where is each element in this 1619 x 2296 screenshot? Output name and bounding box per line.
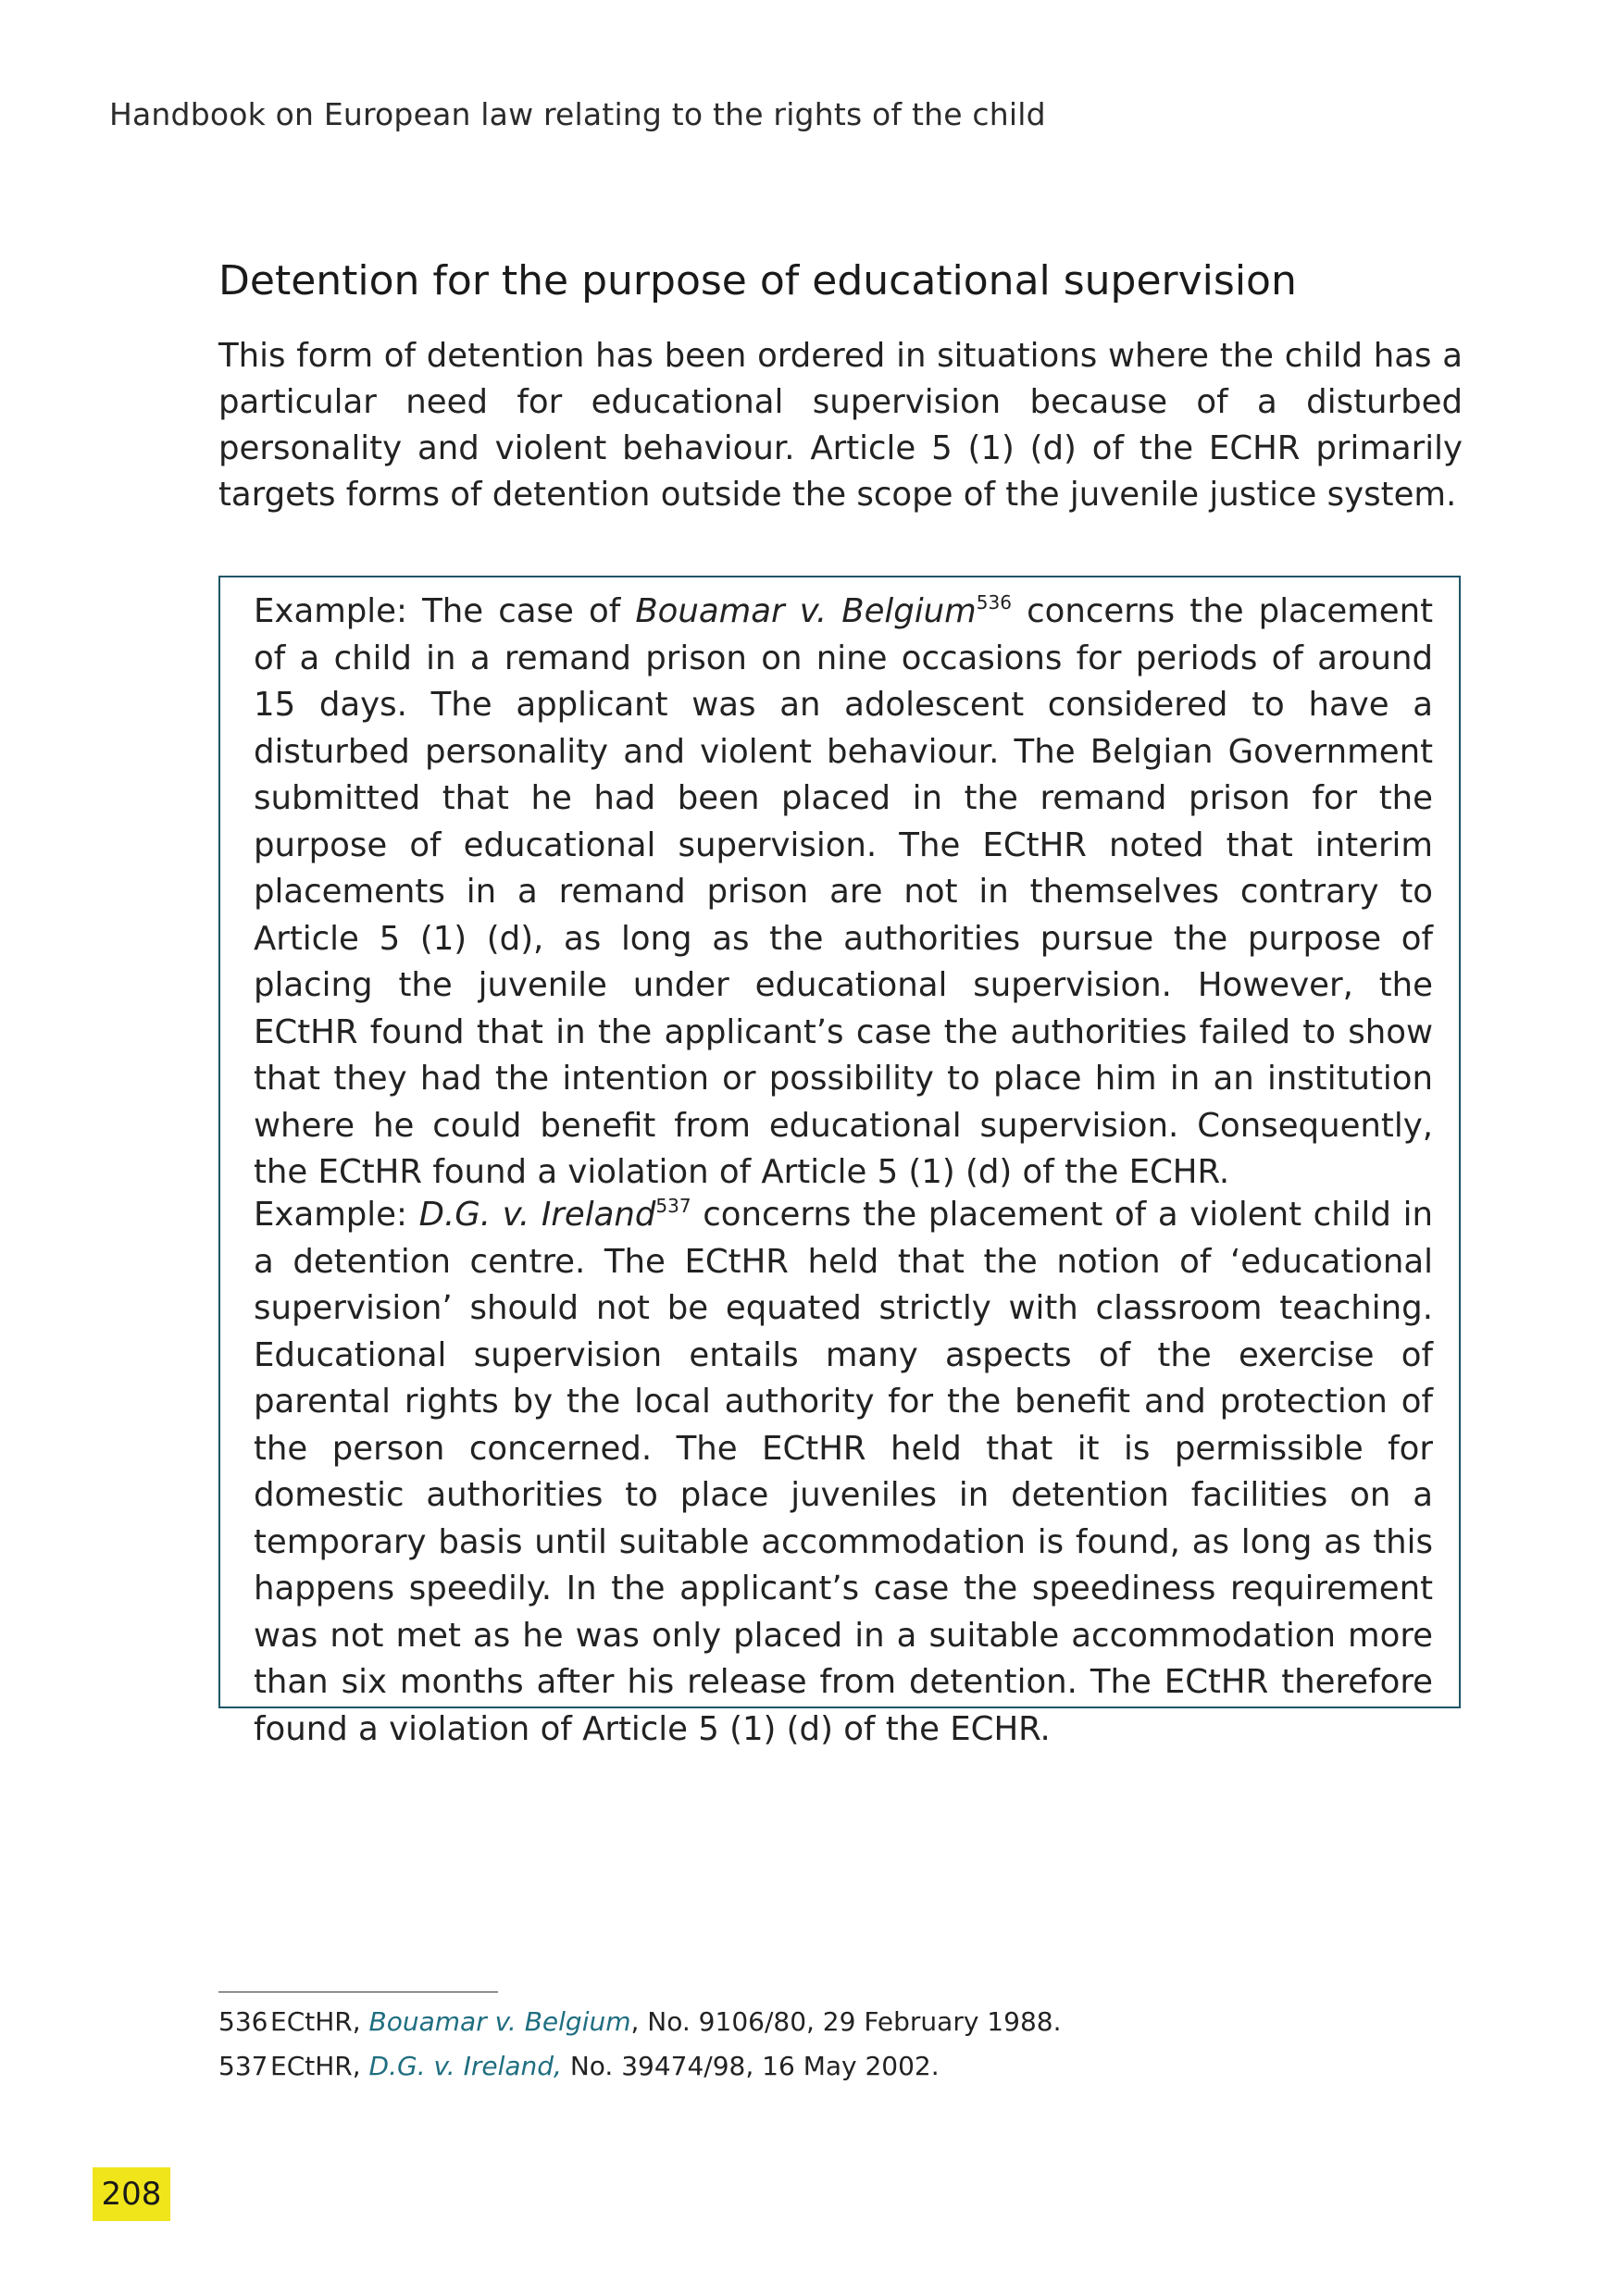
footnote-detail: , No. 9106/80, 29 February 1988. bbox=[630, 2006, 1062, 2037]
footnote-court: ECtHR, bbox=[270, 2006, 369, 2037]
footnote-536 bbox=[218, 2006, 1459, 2037]
footnote-ref-536[interactable]: 536 bbox=[976, 591, 1012, 614]
footnote-case-link[interactable]: Bouamar v. Belgium bbox=[368, 2006, 631, 2037]
example-box bbox=[218, 576, 1461, 1748]
example-dg-ireland bbox=[254, 1192, 1433, 1753]
example-text: concerns the placement of a violent child in a detention centre. The ECtHR held that the notion of ‘educational supervision’ should not be equated strictly with classroom teaching. Educational supervision entails many aspects of the exercise of parental rights by the local authority for the benefit and protection of the person concerned. The ECtHR held that it is permissible for domestic authorities to place juveniles in detention facilities on a temporary basis until suitable accommodation is found, as long as this happens speedily. In the applicant’s case the speediness requirement was not met as he was only placed in a suitable accommodation more than six months after his release from detention. The ECtHR therefore found a violation of Article 5 (1) (d) of the ECHR. bbox=[254, 1196, 1433, 1748]
example-bouamar bbox=[254, 589, 1433, 1197]
footnote-537 bbox=[218, 2051, 1459, 2081]
example-prefix: Example: bbox=[254, 1196, 419, 1234]
footnote-detail: No. 39474/98, 16 May 2002. bbox=[561, 2051, 940, 2081]
page-number: 208 bbox=[93, 2167, 170, 2221]
footnote-court: ECtHR, bbox=[270, 2051, 369, 2081]
example-text: concerns the placement of a child in a remand prison on nine occasions for periods of around 15 days. The applicant was an adolescent considered to have a disturbed personality and violent behaviour. The Belgian Government submitted that he had been placed in the remand prison for the purpose of educational supervision. The ECtHR noted that interim placements in a remand prison are not in themselves contrary to Article 5 (1) (d), as long as the authorities pursue the purpose of placing the juvenile under educational supervision. However, the ECtHR found that in the applicant’s case the authorities failed to show that they had the intention or possibility to place him in an institution where he could benefit from educational supervision. Consequently, the ECtHR found a violation of Article 5 (1) (d) of the ECHR. bbox=[254, 592, 1434, 1191]
footnote-number: 536 bbox=[218, 2006, 268, 2037]
footnote-ref-537[interactable]: 537 bbox=[655, 1195, 691, 1217]
footnote-number: 537 bbox=[218, 2051, 268, 2081]
case-name-bouamar: Bouamar v. Belgium bbox=[635, 592, 977, 630]
example-prefix: Example: The case of bbox=[254, 592, 636, 630]
case-name-dg-ireland: D.G. v. Ireland bbox=[418, 1196, 656, 1234]
footnote-case-link[interactable]: D.G. v. Ireland, bbox=[368, 2051, 562, 2081]
running-header: Handbook on European law relating to the rights of the child bbox=[109, 96, 1046, 132]
body-paragraph: This form of detention has been ordered in situations where the child has a particular need for educational supervision because of a disturbed personality and violent behaviour. Article 5 (1) (d) of the ECHR primarily targets forms of detention outside the scope of the juvenile justice system. bbox=[218, 337, 1463, 514]
section-title: Detention for the purpose of educational supervision bbox=[218, 257, 1297, 304]
